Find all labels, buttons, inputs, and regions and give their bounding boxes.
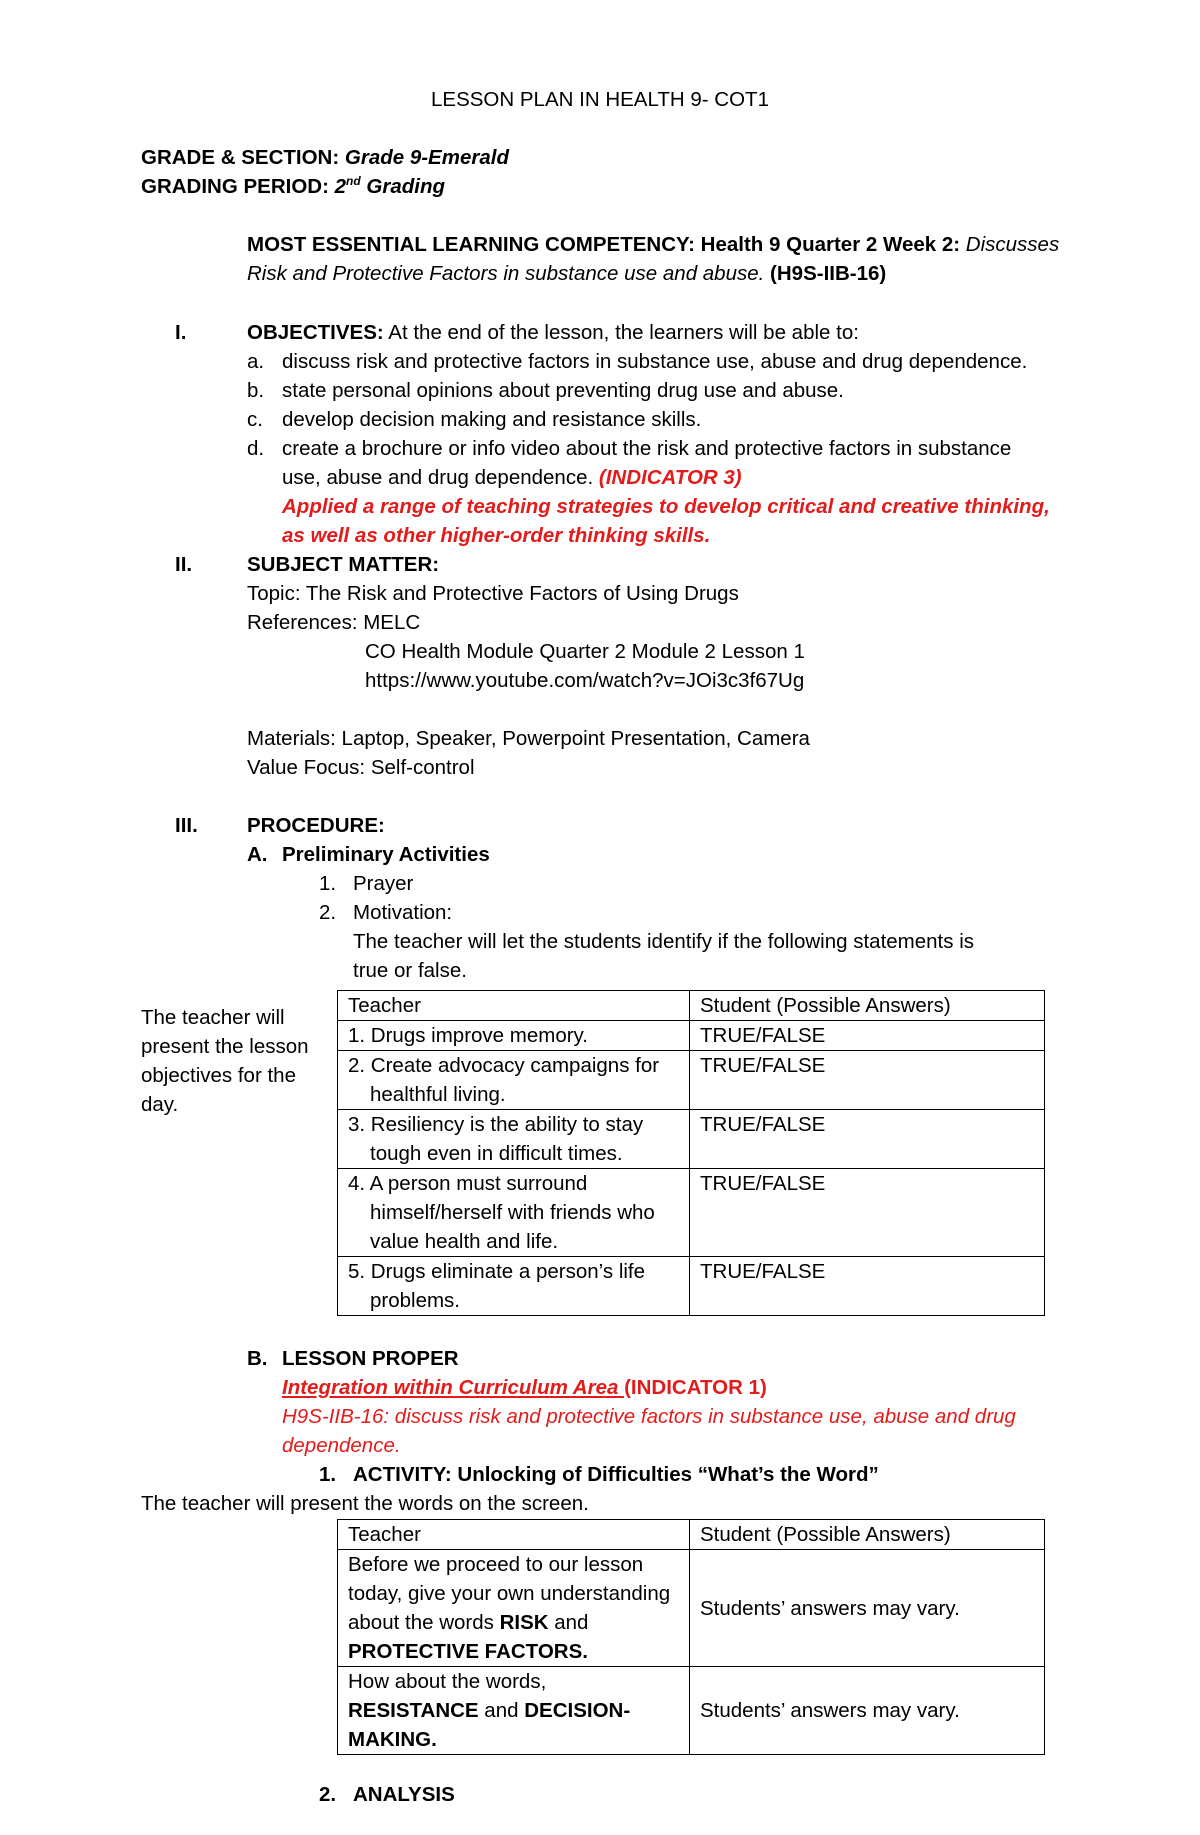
subject-references: References: MELC: [247, 611, 421, 634]
unlocking-table: [337, 1519, 1045, 1755]
table-cell-answer: TRUE/FALSE: [690, 1169, 1045, 1257]
objective-text: state personal opinions about preventing drug use and abuse.: [282, 379, 844, 402]
melc-line2: [247, 259, 886, 288]
step-prayer: Prayer: [353, 872, 414, 895]
melc-line1: [247, 230, 1059, 259]
objective-letter: d.: [247, 437, 265, 460]
activity-intro: The teacher will present the words on the screen.: [141, 1492, 589, 1515]
preliminary-letter: A.: [247, 843, 268, 866]
integration-desc: dependence.: [282, 1434, 401, 1457]
motivation-desc: true or false.: [353, 959, 467, 982]
table-cell-answer: TRUE/FALSE: [690, 1021, 1045, 1051]
subject-reference-link[interactable]: https://www.youtube.com/watch?v=JOi3c3f67Ug: [365, 669, 805, 692]
table-row: [338, 1051, 1045, 1110]
table-cell-answer: TRUE/FALSE: [690, 1051, 1045, 1110]
objectives-numeral: I.: [175, 321, 187, 344]
step-motivation: Motivation:: [353, 901, 453, 924]
activity-number: 1.: [319, 1463, 337, 1486]
table-header: Student (Possible Answers): [690, 991, 1045, 1021]
analysis-heading: ANALYSIS: [353, 1783, 455, 1806]
integration-line: [282, 1373, 767, 1402]
subject-heading: SUBJECT MATTER:: [247, 553, 440, 576]
lesson-proper-heading: LESSON PROPER: [282, 1347, 459, 1370]
table-cell-statement: 2. Create advocacy campaigns for healthful living.: [338, 1051, 690, 1110]
table-header: Student (Possible Answers): [690, 1520, 1045, 1550]
subject-materials: Materials: Laptop, Speaker, Powerpoint Presentation, Camera: [247, 727, 810, 750]
objective-letter: a.: [247, 350, 265, 373]
indicator-3: (INDICATOR 3): [598, 466, 742, 489]
table-cell-answer: Students’ answers may vary.: [690, 1667, 1045, 1755]
grade-label: GRADE & SECTION:: [141, 146, 340, 169]
table-cell-answer: TRUE/FALSE: [690, 1257, 1045, 1316]
subject-numeral: II.: [175, 553, 193, 576]
objective-letter: c.: [247, 408, 263, 431]
table-row: [338, 1550, 1045, 1667]
indicator-1: (INDICATOR 1): [624, 1376, 767, 1399]
grading-period: [141, 172, 445, 201]
step-number: 1.: [319, 872, 337, 895]
table-cell-statement: 4. A person must surround himself/herself with friends who value health and life.: [338, 1169, 690, 1257]
table-row: [338, 1257, 1045, 1316]
melc-code: (H9S-IIB-16): [770, 262, 887, 285]
grade-value: Grade 9-Emerald: [344, 146, 509, 169]
procedure-numeral: III.: [175, 814, 198, 837]
table-cell-statement: 1. Drugs improve memory.: [338, 1021, 690, 1051]
side-note: The teacher will present the lesson objectives for the day.: [141, 1006, 309, 1116]
integration-title: Integration within Curriculum Area: [282, 1376, 625, 1399]
motivation-desc: The teacher will let the students identify if the following statements is: [353, 930, 975, 953]
table-cell-prompt: How about the words, RESISTANCE and DECISION-MAKING.: [338, 1667, 690, 1755]
motivation-table: [337, 990, 1045, 1316]
table-row: [338, 1110, 1045, 1169]
objective-text: create a brochure or info video about the risk and protective factors in substance: [282, 437, 1012, 460]
table-row: [338, 1667, 1045, 1755]
period-value: 2nd Grading: [334, 174, 446, 198]
subject-reference-module: CO Health Module Quarter 2 Module 2 Lesson 1: [365, 640, 805, 663]
preliminary-heading: Preliminary Activities: [282, 843, 490, 866]
table-header-row: [338, 1520, 1045, 1550]
indicator-3-desc: Applied a range of teaching strategies to develop critical and creative thinking,: [282, 495, 1050, 518]
period-label: GRADING PERIOD:: [141, 175, 329, 198]
objective-text: develop decision making and resistance skills.: [282, 408, 702, 431]
indicator-3-desc: as well as other higher-order thinking skills.: [282, 524, 711, 547]
table-cell-statement: 3. Resiliency is the ability to stay tough even in difficult times.: [338, 1110, 690, 1169]
melc-text1: Discusses: [965, 233, 1060, 256]
objectives-intro: At the end of the lesson, the learners will be able to:: [388, 321, 859, 344]
table-header-row: [338, 991, 1045, 1021]
subject-topic: Topic: The Risk and Protective Factors of Using Drugs: [247, 582, 739, 605]
melc-text2: Risk and Protective Factors in substance use and abuse.: [247, 262, 765, 285]
integration-desc: H9S-IIB-16: discuss risk and protective factors in substance use, abuse and drug: [282, 1405, 1016, 1428]
table-row: [338, 1021, 1045, 1051]
objective-d-continued: use, abuse and drug dependence. (INDICATOR 3): [282, 466, 742, 489]
table-cell-answer: Students’ answers may vary.: [690, 1550, 1045, 1667]
table-cell-prompt: Before we proceed to our lesson today, give your own understanding about the words RISK and PROTECTIVE FACTORS.: [338, 1550, 690, 1667]
activity-heading: ACTIVITY: Unlocking of Difficulties “What’s the Word”: [353, 1463, 879, 1486]
table-header: Teacher: [338, 991, 690, 1021]
table-cell-statement: 5. Drugs eliminate a person’s life problems.: [338, 1257, 690, 1316]
objectives-label: OBJECTIVES:: [247, 321, 384, 344]
objectives-heading: [247, 318, 859, 347]
step-number: 2.: [319, 901, 337, 924]
table-row: [338, 1169, 1045, 1257]
lesson-proper-letter: B.: [247, 1347, 268, 1370]
table-header: Teacher: [338, 1520, 690, 1550]
subject-value-focus: Value Focus: Self-control: [247, 756, 475, 779]
analysis-number: 2.: [319, 1783, 337, 1806]
objective-letter: b.: [247, 379, 265, 402]
table-cell-answer: TRUE/FALSE: [690, 1110, 1045, 1169]
melc-label: MOST ESSENTIAL LEARNING COMPETENCY: Health 9 Quarter 2 Week 2:: [247, 233, 961, 256]
procedure-heading: PROCEDURE:: [247, 814, 385, 837]
grade-section: [141, 143, 509, 172]
page-title: LESSON PLAN IN HEALTH 9- COT1: [431, 88, 769, 111]
objective-text: discuss risk and protective factors in substance use, abuse and drug dependence.: [282, 350, 1028, 373]
